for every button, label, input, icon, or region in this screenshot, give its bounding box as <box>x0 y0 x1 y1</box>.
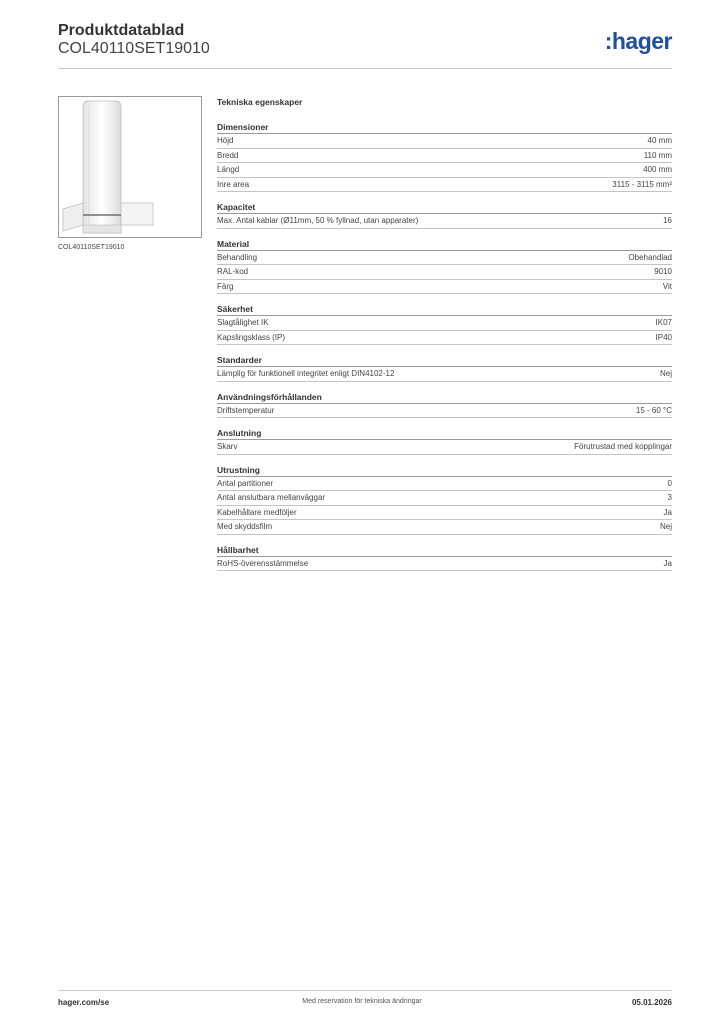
spec-section <box>217 544 672 572</box>
spec-sections <box>217 121 672 571</box>
spec-label: Med skyddsfilm <box>217 522 273 531</box>
spec-label: Höjd <box>217 136 234 145</box>
logo-wordmark: hager <box>611 28 672 54</box>
spec-value: 9010 <box>654 267 672 276</box>
cable-duct-illustration <box>59 97 201 237</box>
spec-row <box>217 404 672 419</box>
section-title: Säkerhet <box>217 303 672 316</box>
spec-section <box>217 121 672 192</box>
spec-row <box>217 506 672 521</box>
section-title: Kapacitet <box>217 201 672 214</box>
spec-value: Ja <box>663 507 672 517</box>
spec-label: RAL-kod <box>217 267 249 276</box>
spec-label: Längd <box>217 165 240 174</box>
spec-row <box>217 316 672 331</box>
spec-row <box>217 520 672 535</box>
spec-label: Färg <box>217 281 234 291</box>
spec-row <box>217 367 672 382</box>
product-code: COL40110SET19010 <box>58 40 210 57</box>
product-image <box>58 96 202 238</box>
hager-logo <box>605 28 672 55</box>
spec-section <box>217 391 672 419</box>
spec-value: IK07 <box>655 318 672 327</box>
section-title: Dimensioner <box>217 121 672 134</box>
spec-row <box>217 149 672 164</box>
section-title: Standarder <box>217 354 672 367</box>
spec-value: 0 <box>667 478 672 488</box>
spec-section <box>217 238 672 295</box>
spec-value: Vit <box>662 281 672 291</box>
spec-label: Driftstemperatur <box>217 405 275 415</box>
page-header <box>58 20 672 68</box>
product-image-caption: COL40110SET19010 <box>58 244 125 251</box>
spec-row <box>217 251 672 266</box>
spec-label: Max. Antal kablar (Ø11mm, 50 % fyllnad, utan apparater) <box>217 216 419 225</box>
section-title: Anslutning <box>217 427 672 440</box>
section-title: Hållbarhet <box>217 544 672 557</box>
spec-section <box>217 201 672 229</box>
spec-label: Skarv <box>217 442 238 451</box>
spec-value: 3115 - 3115 mm² <box>612 179 672 189</box>
spec-value: 40 mm <box>647 136 672 145</box>
footer-website-link[interactable]: hager.com/se <box>58 998 110 1007</box>
spec-row <box>217 214 672 229</box>
spec-value: IP40 <box>655 332 672 342</box>
spec-section <box>217 427 672 455</box>
spec-value: Obehandlad <box>628 252 672 262</box>
footer-disclaimer: Med reservation för tekniska ändringar <box>302 998 422 1005</box>
spec-row <box>217 280 672 295</box>
spec-label: RoHS-överensstämmelse <box>217 558 309 568</box>
spec-value: 15 - 60 °C <box>635 405 672 415</box>
spec-value: Ja <box>663 558 672 568</box>
spec-section <box>217 354 672 382</box>
spec-label: Behandling <box>217 252 258 262</box>
spec-row <box>217 491 672 506</box>
section-title: Användningsförhållanden <box>217 391 672 404</box>
spec-row <box>217 163 672 178</box>
spec-label: Antal partitioner <box>217 478 274 488</box>
spec-row <box>217 331 672 346</box>
spec-label: Slagtålighet IK <box>217 318 269 327</box>
spec-label: Kapslingsklass (IP) <box>217 332 286 342</box>
spec-row <box>217 265 672 280</box>
spec-value: Förutrustad med kopplingar <box>574 442 672 451</box>
spec-value: 400 mm <box>643 165 672 174</box>
spec-value: 110 mm <box>643 150 672 160</box>
spec-section <box>217 464 672 535</box>
logo-dots-icon: : <box>604 28 612 54</box>
spec-value: 3 <box>667 493 672 502</box>
section-title: Material <box>217 238 672 251</box>
document-title: Produktdatablad <box>58 22 185 39</box>
spec-label: Bredd <box>217 150 239 160</box>
header-divider <box>58 68 672 69</box>
spec-row <box>217 440 672 455</box>
spec-row <box>217 134 672 149</box>
spec-section <box>217 303 672 345</box>
spec-label: Inre area <box>217 179 250 189</box>
specifications-heading: Tekniska egenskaper <box>217 97 303 107</box>
footer-date: 05.01.2026 <box>631 998 672 1007</box>
spec-label: Antal anslutbara mellanväggar <box>217 493 326 502</box>
spec-value: Nej <box>659 522 672 531</box>
section-title: Utrustning <box>217 464 672 477</box>
spec-value: 16 <box>663 216 672 225</box>
footer-divider <box>58 990 672 991</box>
spec-row <box>217 557 672 572</box>
spec-label: Kabelhållare medföljer <box>217 507 297 517</box>
spec-value: Nej <box>659 369 672 378</box>
spec-label: Lämplig för funktionell integritet enligt DIN4102-12 <box>217 369 395 378</box>
spec-row <box>217 477 672 492</box>
specifications <box>217 96 672 580</box>
spec-row <box>217 178 672 193</box>
